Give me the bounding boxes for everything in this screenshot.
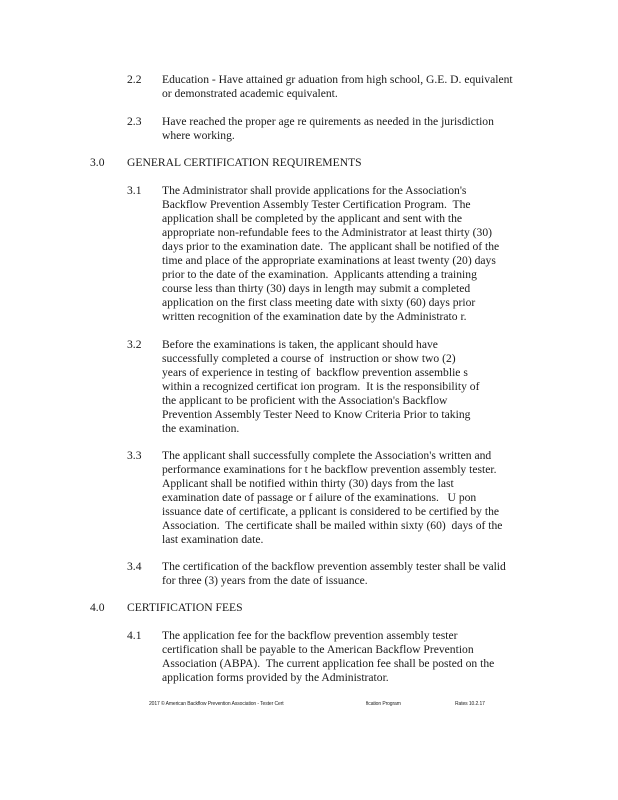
section-line: written recognition of the examination date by the Administrato r. bbox=[162, 310, 467, 323]
section-line: time and place of the appropriate examinations at least twenty (20) days bbox=[162, 254, 496, 267]
section-line: or demonstrated academic equivalent. bbox=[162, 87, 338, 100]
section-line: course less than thirty (30) days in length may submit a completed bbox=[162, 282, 471, 295]
heading-number: 3.0 bbox=[90, 156, 105, 169]
section-line: Association. The certificate shall be mailed within sixty (60) days of the bbox=[162, 519, 503, 532]
section-line: application forms provided by the Administrator. bbox=[162, 671, 389, 684]
section-line: Have reached the proper age re quirements as needed in the jurisdiction bbox=[162, 115, 494, 128]
section-line: application on the first class meeting date with sixty (60) days prior bbox=[162, 296, 476, 309]
section-number: 2.3 bbox=[127, 115, 142, 128]
section-line: successfully completed a course of instruction or show two (2) bbox=[162, 352, 456, 365]
section-heading: CERTIFICATION FEES bbox=[127, 601, 243, 614]
section-line: Education - Have attained gr aduation from high school, G.E. D. equivalent bbox=[162, 73, 513, 86]
section-number: 3.3 bbox=[127, 449, 142, 462]
section-line: issuance date of certificate, a pplicant is considered to be certified by the bbox=[162, 505, 500, 518]
section-line: years of experience in testing of backflow prevention assemblie s bbox=[162, 366, 468, 379]
section-line: performance examinations for t he backflow prevention assembly tester. bbox=[162, 463, 497, 476]
section-line: Backflow Prevention Assembly Tester Certification Program. The bbox=[162, 198, 471, 211]
section-line: Association (ABPA). The current application fee shall be posted on the bbox=[162, 657, 495, 670]
section-number: 2.2 bbox=[127, 73, 142, 86]
heading-number: 4.0 bbox=[90, 601, 105, 614]
section-line: last examination date. bbox=[162, 533, 264, 546]
section-line: certification shall be payable to the American Backflow Prevention bbox=[162, 643, 474, 656]
section-line: The application fee for the backflow prevention assembly tester bbox=[162, 629, 458, 642]
section-line: The certification of the backflow prevention assembly tester shall be valid bbox=[162, 560, 506, 573]
section-number: 4.1 bbox=[127, 629, 142, 642]
section-line: Prevention Assembly Tester Need to Know Criteria Prior to taking bbox=[162, 408, 471, 421]
section-line: within a recognized certificat ion program. It is the responsibility of bbox=[162, 380, 480, 393]
footer-program: fication Program bbox=[366, 701, 401, 707]
section-line: prior to the date of the examination. Applicants attending a training bbox=[162, 268, 477, 281]
section-line: application shall be completed by the applicant and sent with the bbox=[162, 212, 463, 225]
section-number: 3.1 bbox=[127, 184, 142, 197]
section-number: 3.4 bbox=[127, 560, 142, 573]
section-line: Before the examinations is taken, the applicant should have bbox=[162, 338, 438, 351]
footer-rates: Rates 10.2.17 bbox=[455, 701, 485, 707]
section-line: where working. bbox=[162, 129, 235, 142]
section-line: appropriate non-refundable fees to the Administrator at least thirty (30) bbox=[162, 226, 492, 239]
section-number: 3.2 bbox=[127, 338, 142, 351]
section-line: days prior to the examination date. The applicant shall be notified of the bbox=[162, 240, 500, 253]
section-line: the examination. bbox=[162, 422, 240, 435]
section-line: The Administrator shall provide applications for the Association's bbox=[162, 184, 467, 197]
section-heading: GENERAL CERTIFICATION REQUIREMENTS bbox=[127, 156, 362, 169]
section-line: the applicant to be proficient with the Association's Backflow bbox=[162, 394, 448, 407]
section-line: for three (3) years from the date of issuance. bbox=[162, 574, 368, 587]
section-line: Applicant shall be notified within thirty (30) days from the last bbox=[162, 477, 454, 490]
section-line: The applicant shall successfully complete the Association's written and bbox=[162, 449, 492, 462]
footer-copyright: 2017 © American Backflow Prevention Association - Tester Cert bbox=[149, 701, 284, 707]
section-line: examination date of passage or f ailure of the examinations. U pon bbox=[162, 491, 477, 504]
